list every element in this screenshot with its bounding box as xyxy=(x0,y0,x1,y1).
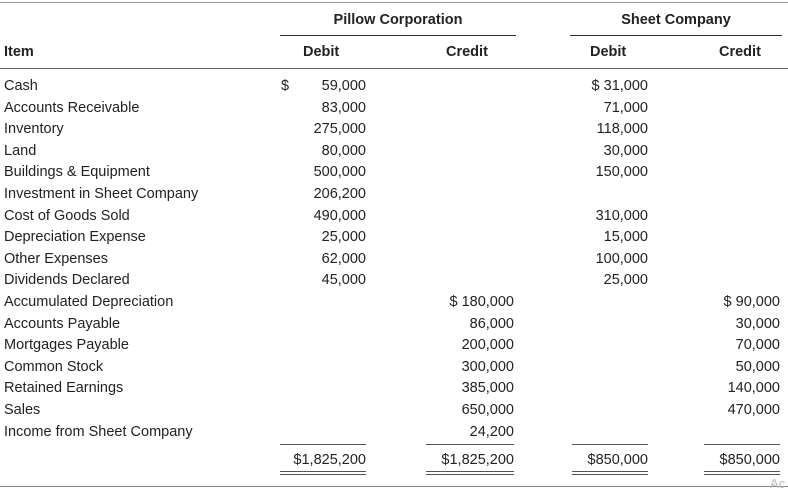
pillow-debit-cell: 500,000 xyxy=(313,164,366,180)
row-item-label: Common Stock xyxy=(4,359,104,375)
pillow-credit-sum-rule xyxy=(426,444,514,445)
row-item-label: Accumulated Depreciation xyxy=(4,294,174,310)
sheet-debit-cell: 15,000 xyxy=(603,229,648,245)
sheet-debit-header: Debit xyxy=(590,44,627,60)
pillow-credit-cell: 300,000 xyxy=(461,359,514,375)
pillow-credit-cell: 86,000 xyxy=(469,316,514,332)
pillow-debit-cell: 25,000 xyxy=(321,229,366,245)
row-item-label: Sales xyxy=(4,402,41,418)
header-rule xyxy=(0,68,788,69)
sheet-credit-sum-rule xyxy=(704,444,780,445)
row-item-label: Dividends Declared xyxy=(4,272,130,288)
row-item-label: Cost of Goods Sold xyxy=(4,208,130,224)
pillow-credit-cell: 385,000 xyxy=(461,380,514,396)
sheet-debit-cell: 100,000 xyxy=(595,251,648,267)
row-item-label: Investment in Sheet Company xyxy=(4,186,199,202)
sheet-debit-cell: 150,000 xyxy=(595,164,648,180)
pillow-credit-header: Credit xyxy=(446,44,488,60)
row-item-label: Cash xyxy=(4,78,38,94)
top-rule xyxy=(0,2,788,3)
sheet-debit-cell: $ 31,000 xyxy=(591,78,648,94)
pillow-debit-cell: 275,000 xyxy=(313,121,366,137)
row-item-label: Mortgages Payable xyxy=(4,337,129,353)
pillow-debit-cell: 80,000 xyxy=(321,143,366,159)
pillow-debit-cell: 59,000 xyxy=(321,78,366,94)
row-item-label: Retained Earnings xyxy=(4,380,124,396)
pillow-credit-cell: $ 180,000 xyxy=(449,294,514,310)
pillow-header-rule xyxy=(280,35,516,36)
pillow-debit-sum-rule xyxy=(280,444,366,445)
pillow-credit-cell: 650,000 xyxy=(461,402,514,418)
sheet-credit-cell: 30,000 xyxy=(735,316,780,332)
row-item-label: Buildings & Equipment xyxy=(4,164,150,180)
sheet-debit-cell: 118,000 xyxy=(596,121,648,137)
company-sheet-header: Sheet Company xyxy=(621,12,731,28)
row-item-label: Accounts Receivable xyxy=(4,100,140,116)
pillow-credit-cell: 24,200 xyxy=(469,424,514,440)
sheet-debit-cell: 25,000 xyxy=(603,272,648,288)
pillow-debit-header: Debit xyxy=(303,44,340,60)
row-item-label: Accounts Payable xyxy=(4,316,121,332)
pillow-debit-total: $1,825,200 xyxy=(293,452,366,468)
sheet-credit-cell: 470,000 xyxy=(727,402,780,418)
sheet-credit-double-rule xyxy=(704,471,780,475)
pillow-debit-double-rule xyxy=(280,471,366,475)
sheet-debit-cell: 30,000 xyxy=(603,143,648,159)
sheet-debit-sum-rule xyxy=(572,444,648,445)
sheet-debit-cell: 71,000 xyxy=(603,100,648,116)
pillow-credit-cell: 200,000 xyxy=(461,337,514,353)
pillow-debit-cell: 83,000 xyxy=(321,100,366,116)
item-column-header: Item xyxy=(4,44,34,60)
sheet-credit-total: $850,000 xyxy=(719,452,780,468)
sheet-header-rule xyxy=(570,35,782,36)
pillow-credit-total: $1,825,200 xyxy=(441,452,514,468)
pillow-debit-cell: 62,000 xyxy=(321,251,366,267)
pillow-cash-dollar-sign: $ xyxy=(281,78,290,94)
pillow-credit-double-rule xyxy=(426,471,514,475)
company-pillow-header: Pillow Corporation xyxy=(333,12,463,28)
row-item-label: Land xyxy=(4,143,37,159)
sheet-credit-cell: $ 90,000 xyxy=(723,294,780,310)
pillow-debit-cell: 206,200 xyxy=(313,186,366,202)
row-item-label: Other Expenses xyxy=(4,251,108,267)
sheet-debit-double-rule xyxy=(572,471,648,475)
sheet-credit-cell: 50,000 xyxy=(735,359,780,375)
sheet-credit-header: Credit xyxy=(719,44,761,60)
pillow-debit-cell: 45,000 xyxy=(321,272,366,288)
activation-watermark: Ac xyxy=(770,476,786,491)
sheet-debit-cell: 310,000 xyxy=(595,208,648,224)
row-item-label: Income from Sheet Company xyxy=(4,424,193,440)
sheet-debit-total: $850,000 xyxy=(587,452,648,468)
pillow-debit-cell: 490,000 xyxy=(313,208,366,224)
row-item-label: Inventory xyxy=(4,121,64,137)
row-item-label: Depreciation Expense xyxy=(4,229,146,245)
sheet-credit-cell: 70,000 xyxy=(735,337,780,353)
bottom-rule xyxy=(0,486,788,487)
sheet-credit-cell: 140,000 xyxy=(727,380,780,396)
